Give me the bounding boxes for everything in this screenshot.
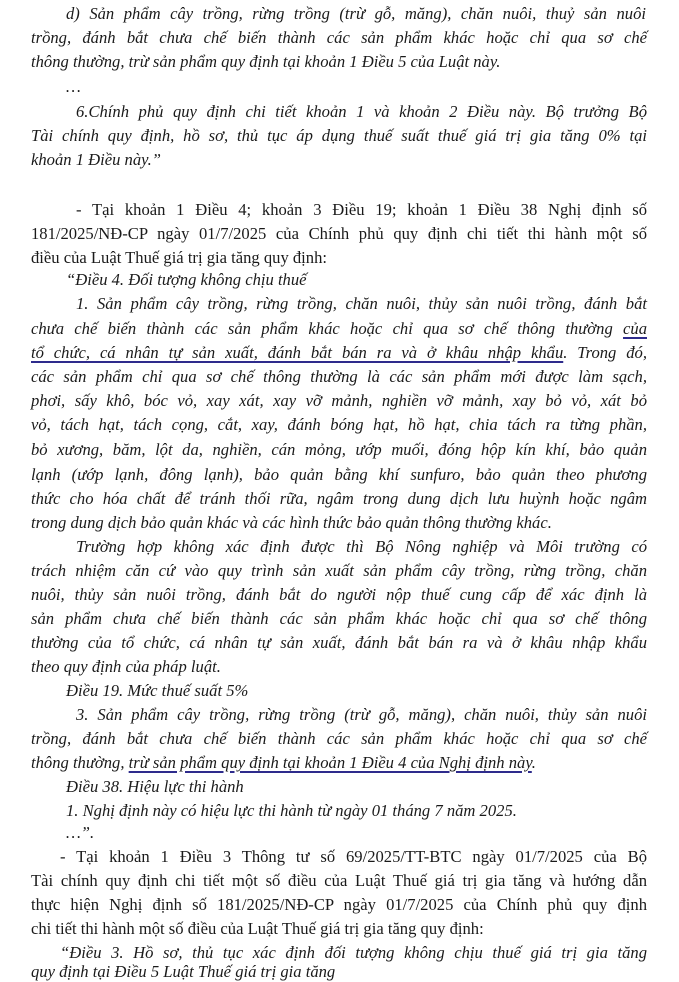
text-line: thường của tổ chức, cá nhân tự sản xuất, đánh bắt bán ra và ở khâu nhập khẩu	[31, 633, 647, 652]
text-line: theo quy định của pháp luật.	[31, 657, 221, 676]
underlined-phrase: trừ sản phẩm quy định tại khoản 1 Điều 4 của Nghị định này	[128, 753, 532, 772]
text-line: Trường hợp không xác định được thì Bộ Nông nghiệp và Môi trường có	[76, 537, 647, 556]
text-line: 181/2025/NĐ-CP ngày 01/7/2025 của Chính phủ quy định chi tiết thi hành một số	[31, 224, 647, 243]
text-line: chưa chế biến thành các sản phẩm khác hoặc chỉ qua sơ chế thông thường của	[31, 319, 647, 338]
text-line: quy định tại Điều 5 Luật Thuế giá trị gia tăng	[31, 962, 336, 981]
text-line: Tài chính quy định chi tiết một số điều của Luật Thuế giá trị gia tăng và hướng dẫn	[31, 871, 647, 890]
underlined-phrase: của	[623, 319, 647, 338]
text-line: 1. Sản phẩm cây trồng, rừng trồng, chăn nuôi, thủy sản nuôi trồng, đánh bắt	[76, 294, 647, 313]
text-line: bỏ xương, băm, lột da, nghiền, cán mỏng, ướp muối, đóng hộp kín khí, bảo quản	[31, 440, 647, 459]
text-line: lạnh (ướp lạnh, đông lạnh), bảo quản bằng khí sunfuro, bảo quản theo phương	[31, 465, 647, 484]
text-line: nuôi, thủy sản nuôi trồng, đánh bắt do người nộp thuế cung cấp để xác định là	[31, 585, 647, 604]
text-line: - Tại khoản 1 Điều 4; khoản 3 Điều 19; khoản 1 Điều 38 Nghị định số	[76, 200, 647, 219]
text-line: 3. Sản phẩm cây trồng, rừng trồng (trừ gỗ, măng), chăn nuôi, thủy sản nuôi	[76, 705, 647, 724]
text-line: điều của Luật Thuế giá trị gia tăng quy định:	[31, 248, 327, 267]
text-line: trồng, đánh bắt chưa chế biến thành các sản phẩm khác hoặc chỉ qua sơ chế	[31, 729, 647, 748]
text-line: thức cho hóa chất để tránh thối rữa, ngâm trong dung dịch lưu huỳnh hoặc ngâm	[31, 489, 647, 508]
text-line: 6.Chính phủ quy định chi tiết khoản 1 và khoản 2 Điều này. Bộ trưởng Bộ	[76, 102, 647, 121]
text-line: d) Sản phẩm cây trồng, rừng trồng (trừ gỗ, măng), chăn nuôi, thuỷ sản nuôi	[66, 4, 646, 23]
text-line: - Tại khoản 1 Điều 3 Thông tư số 69/2025/TT-BTC ngày 01/7/2025 của Bộ	[60, 847, 647, 866]
text-line: các sản phẩm chỉ qua sơ chế thông thường là các sản phẩm mới được làm sạch,	[31, 367, 647, 386]
text-line: trồng, đánh bắt chưa chế biến thành các sản phẩm khác hoặc chỉ qua sơ chế	[31, 28, 647, 47]
text-line: vỏ, tách hạt, tách cọng, cắt, xay, đánh bóng hạt, hồ hạt, chia tách ra từng phần,	[31, 415, 647, 434]
text-line: trong dung dịch bảo quản khác và các hình thức bảo quản thông thường khác.	[31, 513, 552, 532]
ellipsis: …	[66, 77, 81, 96]
text-line: phơi, sấy khô, bóc vỏ, xay xát, xay vỡ mảnh, nghiền vỡ mảnh, xay bỏ vỏ, xát bỏ	[31, 391, 647, 410]
text-line: 1. Nghị định này có hiệu lực thi hành từ ngày 01 tháng 7 năm 2025.	[66, 801, 517, 820]
ellipsis: …”.	[66, 823, 95, 842]
text-line: thông thường, trừ sản phẩm quy định tại khoản 1 Điều 4 của Nghị định này.	[31, 753, 536, 772]
article-heading: “Điều 3. Hồ sơ, thủ tục xác định đối tượng không chịu thuế giá trị gia tăng	[60, 943, 647, 962]
text-line: thông thường, trừ sản phẩm quy định tại khoản 1 Điều 5 của Luật này.	[31, 52, 501, 71]
text-line: tổ chức, cá nhân tự sản xuất, đánh bắt bán ra và ở khâu nhập khẩu. Trong đó,	[31, 343, 647, 362]
article-heading: Điều 19. Mức thuế suất 5%	[66, 681, 249, 700]
text-line: Tài chính quy định, hồ sơ, thủ tục áp dụng thuế suất thuế giá trị gia tăng 0% tại	[31, 126, 647, 145]
underlined-phrase: tổ chức, cá nhân tự sản xuất, đánh bắt bán ra và ở khâu nhập khẩu	[31, 343, 564, 362]
text-line: trách nhiệm căn cứ vào quy trình sản xuất sản phẩm cây trồng, rừng trồng, chăn	[31, 561, 647, 580]
text-line: chi tiết thi hành một số điều của Luật Thuế giá trị gia tăng quy định:	[31, 919, 484, 938]
text-line: thực hiện Nghị định số 181/2025/NĐ-CP ngày 01/7/2025 của Chính phủ quy định	[31, 895, 647, 914]
article-heading: “Điều 4. Đối tượng không chịu thuế	[66, 270, 307, 289]
text-line: sản phẩm chưa chế biến thành các sản phẩm khác hoặc chỉ qua sơ chế thông	[31, 609, 647, 628]
article-heading: Điều 38. Hiệu lực thi hành	[66, 777, 244, 796]
text-line: khoản 1 Điều này.”	[31, 150, 161, 169]
